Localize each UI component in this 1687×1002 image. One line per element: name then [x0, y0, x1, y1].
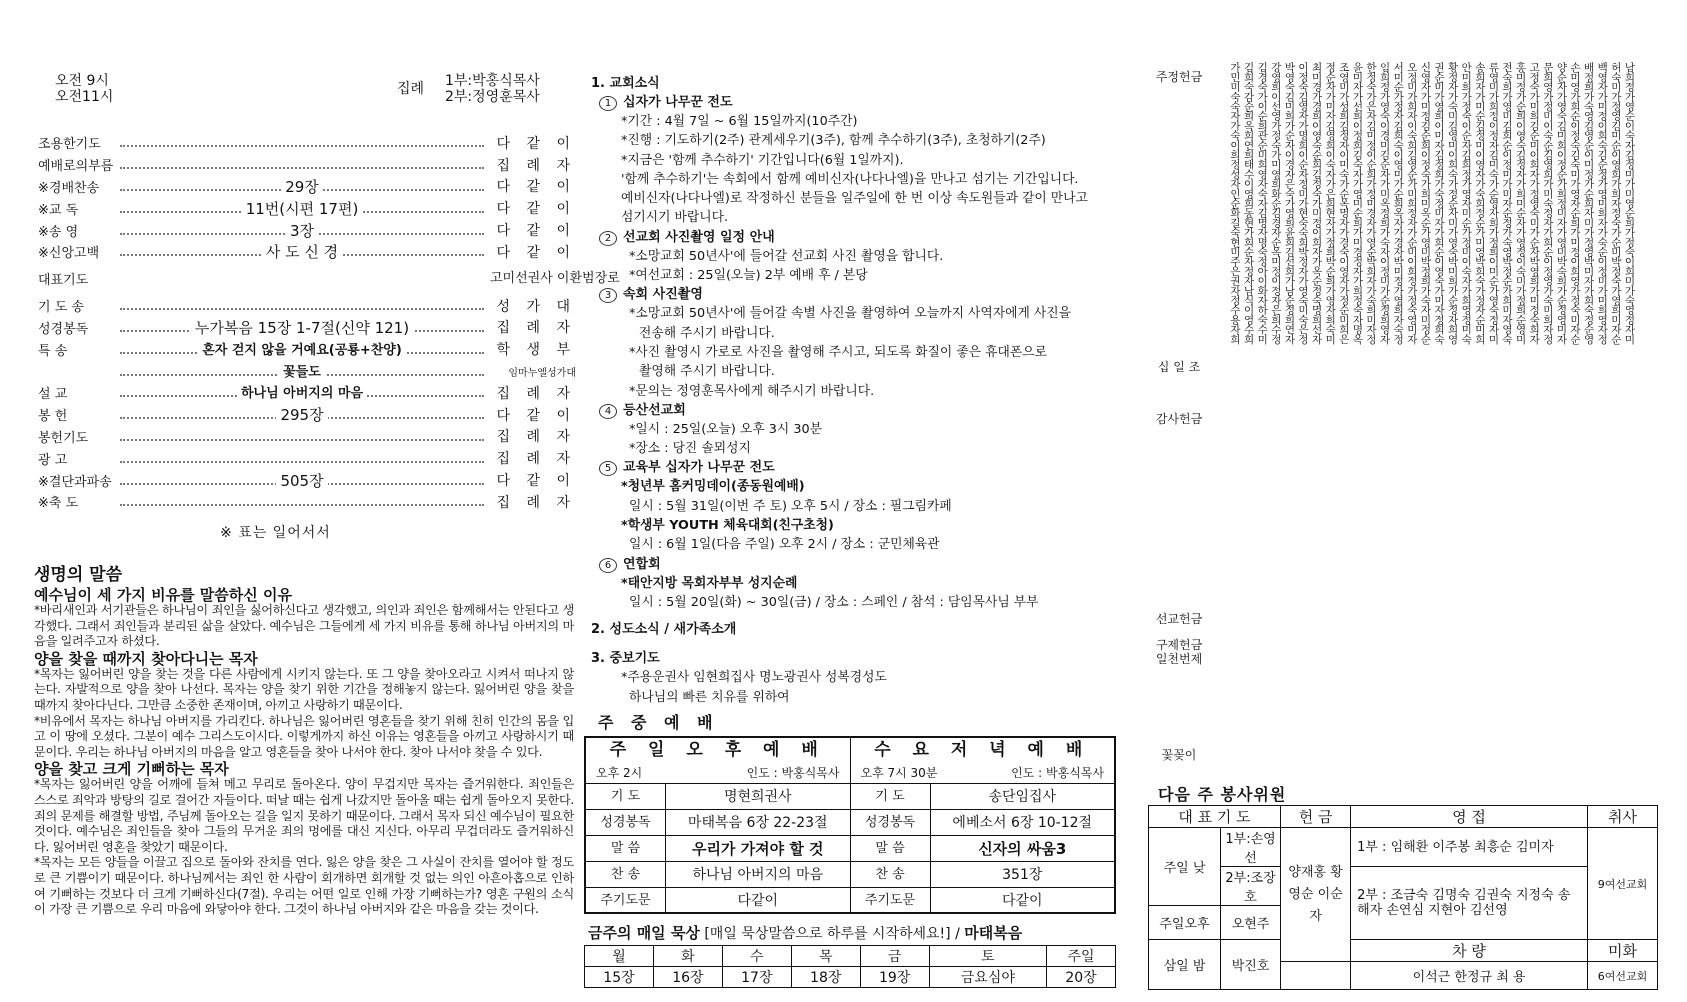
meditation-days-row	[585, 946, 1116, 967]
news-line: 촬영해 주시기 바랍니다.	[639, 364, 775, 380]
service-value: 하나님 아버지의 마음	[692, 867, 824, 883]
order-label: 봉 헌	[38, 409, 68, 425]
order-row	[38, 382, 576, 404]
order-who: 다 같 이	[496, 135, 576, 152]
sermon-summary	[34, 560, 574, 918]
offering-names-column: 조영미가성희김정자이미숙가순옥명자가경숙이영자가정순미희은	[1337, 62, 1350, 344]
order-who: 다 같 이	[496, 407, 576, 424]
offering-names-column: 김희숙감순희옥희연희태수이영희동현가희순자정자남식이영수희	[1242, 62, 1255, 344]
morning-time-1: 오전 9시	[55, 73, 109, 89]
service-key: 기 도	[586, 784, 666, 809]
order-who: 고미선권사 이환범장로	[490, 271, 620, 287]
offering-names-column: 황정자가숙미김영미이희숙가정순자미가영숙박미희가순정자희영	[1446, 62, 1459, 344]
offering-names-column: 배정희가숙영김영순이미정가순희자미가정영박미자가희숙정순영	[1582, 62, 1595, 344]
service-row	[586, 836, 850, 862]
service-row	[851, 784, 1115, 810]
meal-header: 취사	[1588, 806, 1658, 828]
service-times	[55, 70, 575, 106]
order-who: 집 례 자	[496, 157, 576, 174]
sermon-heading-1: 예수님이 세 가지 비유를 말씀하신 이유	[34, 586, 292, 604]
sermon-heading-3: 양을 찾고 크게 기뻐하는 목자	[34, 760, 229, 779]
news-subitem: *태안지방 목회자부부 성지순례	[621, 575, 798, 591]
service-key: 주기도문	[586, 888, 666, 914]
service-value: 명현희권사	[723, 789, 792, 805]
news-subitem: *학생부 YOUTH 체육대회(친구초청)	[621, 518, 834, 534]
order-who: 다 같 이	[496, 223, 576, 240]
news-line: 예비신자(나다나엘)로 작정하신 분들을 일주일에 한 번 이상 속도원들과 같이 만나고	[621, 191, 1088, 207]
vehicle-header: 차 량	[1351, 940, 1588, 962]
offering-names-column: 가민미숙숙자가숙이희정성자인순화길숙현미주은권자정수용자희	[1229, 62, 1241, 344]
sermon-paragraph: *바리새인과 서기관들은 하나님이 죄인을 싫어하신다고 생각했고, 의인과 죄인은 함께해서는 안된다고 생각했다. 그래서 죄인들과 분리된 삶을 살았다. 예수님은 그들에게 세 가지 비유를 통해 하나님 아버지의 마음을 일려주고자 하셨다.	[34, 603, 574, 649]
order-row	[38, 338, 576, 360]
order-label: ※신앙고백	[38, 246, 100, 262]
service-value: 다같이	[737, 893, 779, 909]
service-subheader	[586, 762, 850, 784]
meditation-chapter: 18장	[791, 967, 860, 988]
order-content: 혼자 걷지 않을 거예요(공룡+찬양)	[198, 343, 406, 358]
meditation-chapter: 17장	[722, 967, 791, 988]
order-label: 기 도 송	[38, 300, 84, 316]
service-value: 에베소서 6장 10-12절	[952, 815, 1093, 831]
meditation-chapter: 금요심야	[929, 967, 1046, 988]
news-line: '함께 추수하기'는 속회에서 함께 예비신자(나다나엘)을 만나고 섬기는 기간입니다.	[621, 171, 1079, 187]
order-who: 다 같 이	[496, 473, 576, 490]
service-value: 351장	[1002, 867, 1043, 883]
order-who: 학 생 부	[496, 342, 576, 359]
service-leader: 인도 : 박홍식목사	[1011, 766, 1104, 780]
order-label: ※교 독	[38, 202, 79, 218]
order-content: 누가복음 15장 1-7절(신약 121)	[191, 319, 413, 337]
offering-names-column: 안미희가정숙이순자김희정가영자미순가정미이숙자가희영정미숙	[1460, 62, 1473, 344]
service-row	[851, 888, 1115, 914]
news-item-title: 십자가 나무꾼 전도	[623, 95, 733, 110]
next-week-table	[1148, 805, 1658, 990]
order-row	[38, 404, 576, 426]
offering-names-column: 한정숙가은자김미정이순희가정미경자가영순박희자가숙희미자정	[1365, 62, 1377, 344]
service-row	[851, 836, 1115, 862]
meditation-day: 토	[929, 946, 1046, 967]
news-line: *기간 : 4월 7일 ~ 6월 15일까지(10주간)	[621, 114, 858, 129]
offering-names-column: 윤미자가선희이정희김숙자가영미순희가미경정자가희정숙자명옥	[1351, 62, 1364, 344]
wednesday-service	[851, 738, 1115, 912]
order-row	[38, 469, 576, 491]
wednesday-label: 삼일 밤	[1149, 940, 1221, 990]
order-content: 하나님 아버지의 마음	[237, 386, 367, 401]
service-time: 오후 2시	[596, 766, 643, 780]
news-item-title: 연합회	[623, 556, 661, 572]
sunday-day-label: 주일 낮	[1149, 828, 1221, 906]
news-item-title: 교육부 십자가 나무꾼 전도	[623, 460, 775, 476]
offering-names-column: 권순미가영희이미자김정희가숙정미자가희순이영숙가미자정희숙	[1433, 62, 1445, 344]
order-row	[38, 176, 576, 198]
offering-people-cont	[1281, 962, 1351, 990]
order-row	[38, 426, 576, 448]
news-line: 일시 : 5월 31일(이번 주 토) 오후 5시 / 장소 : 필그림카페	[629, 498, 952, 514]
reception-part1: 1부 : 임해환 이주봉 최흥순 김미자	[1351, 828, 1588, 867]
service-row	[851, 862, 1115, 888]
service-value: 다같이	[1001, 893, 1043, 909]
beauty-header: 미화	[1588, 940, 1658, 962]
news-line: 일시 : 5월 20일(화) ~ 30일(금) / 장소 : 스페인 / 참석 : 담임목사님 부부	[629, 594, 1039, 610]
service-key: 말 씀	[851, 836, 931, 861]
order-row	[38, 295, 576, 317]
news-item	[599, 93, 1131, 112]
afternoon-service	[586, 738, 851, 912]
number-2-icon: 2	[599, 231, 617, 246]
news-line: 하나님의 빠른 치유를 위하여	[629, 689, 790, 705]
meditation-chapter: 20장	[1047, 967, 1116, 988]
news-section-title: 1. 교회소식	[591, 76, 660, 91]
officiant-2: 2부:정영훈목사	[445, 89, 540, 105]
stand-note: ※ 표는 일어서서	[220, 525, 331, 541]
news-line: *일시 : 25일(오늘) 오후 3시 30분	[629, 421, 822, 437]
meal-team: 9여선교회	[1588, 828, 1658, 940]
meditation-chapters-row	[585, 967, 1116, 988]
service-key: 성경봉독	[851, 810, 931, 835]
offering-label-building: 일천번제	[1155, 652, 1203, 666]
order-who: 집 례 자	[496, 385, 576, 402]
service-key: 주기도문	[851, 888, 931, 914]
meditation-day: 수	[722, 946, 791, 967]
offering-names-column: 남희정가영순이숙자김정미가미영순희가정숙이희미가숙영정자미	[1623, 62, 1636, 344]
service-title: 수 요 저 녁 예 배	[874, 740, 1091, 760]
offering-people: 양재홍 황영순 이순자	[1281, 828, 1351, 962]
order-content: 505장	[276, 472, 327, 490]
service-leader: 인도 : 박홍식목사	[746, 766, 840, 780]
sermon-heading-2: 양을 찾을 때까지 찾아다니는 목자	[34, 649, 258, 668]
news-item-title: 속회 사진촬영	[623, 287, 703, 303]
order-label: 조용한기도	[38, 137, 101, 153]
offering-names-column: 양순자가영숙김미희이정순가희정미자가영미박숙희가순정영미자	[1555, 62, 1568, 344]
order-who: 집 례 자	[496, 320, 576, 337]
order-row	[38, 360, 576, 382]
prayer-person: 2부:조장호	[1221, 867, 1281, 906]
order-of-worship	[38, 132, 620, 513]
sermon-paragraph: *목자는 잃어버린 양을 어깨에 들쳐 메고 무리로 돌아온다. 양이 무겁지만 목자는 즐거워한다. 죄인들은 스스로 죄악과 방탕의 길로 걸어간 자들이다. 떠날 때는 쉽게 나갔지만 돌아올 때는 쉽게 돌아오지 못한다. 죄의 문제를 해결할 방법, 주님께 돌아오는 길을 일지 못하기 때문이다. 그래서 목자 되신 예수님이 필요한 것이다. 예수님은 죄인들을 찾아 그들의 무거운 죄의 멍에를 대신 지신다. 아무리 무겁더라도 즐거워하신다. 잃어버린 영혼을 찾았기 때문이다.	[34, 777, 574, 854]
offering-label-ten: 십 일 조	[1157, 360, 1201, 374]
order-label: 특 송	[38, 343, 68, 359]
news-item-title: 등산선교회	[623, 402, 686, 418]
offering-names-column: 송희자가미순김정미이영자가숙희정순가미영박희숙가정자순미희	[1473, 62, 1486, 344]
order-label: 대표기도	[38, 273, 89, 289]
order-row	[38, 491, 576, 513]
offering-names-column: 정순자가미자김영희이숙자가은희현자가정희박순희가영자희숙미	[1324, 62, 1337, 344]
offering-names-column: 전숙희가영미김희순이정미가미자순정가숙영박정순가희미자영숙	[1501, 62, 1513, 344]
offering-names-column: 백영자가미정이희숙김순정가영미희자가숙순이정미가미희영자정	[1596, 62, 1609, 344]
news-line: *소망교회 50년사'에 들어갈 선교회 사진 촬영을 합니다.	[629, 248, 944, 264]
meditation-table	[584, 945, 1116, 988]
news-line: *소망교회 50년사'에 들어갈 속별 사진을 촬영하여 오늘까지 사역자에게 사진을	[629, 306, 1071, 322]
news-line: 일시 : 6월 1일(다음 주일) 오후 2시 / 장소 : 군민체육관	[629, 537, 940, 553]
meditation-chapter: 19장	[860, 967, 929, 988]
order-content: 11번(시편 17편)	[242, 200, 363, 218]
service-subheader	[851, 762, 1115, 784]
service-key: 성경봉독	[586, 810, 666, 835]
news-line: 전송해 주시기 바랍니다.	[639, 325, 775, 341]
service-key: 말 씀	[586, 836, 666, 861]
service-row	[586, 862, 850, 888]
offering-label-flower: 꽃꽂이	[1161, 748, 1197, 762]
service-value: 우리가 가져야 할 것	[691, 840, 824, 858]
news-item	[599, 401, 1131, 420]
order-who: 다 같 이	[496, 201, 576, 218]
prayer-person: 1부:손영선	[1221, 828, 1281, 867]
next-week-title: 다음 주 봉사위원	[1158, 785, 1287, 804]
order-row	[38, 197, 576, 219]
order-label: ※결단과파송	[38, 474, 112, 490]
order-who: 다 같 이	[496, 244, 576, 261]
morning-time-2: 오전11시	[55, 89, 114, 105]
meditation-heading: 금주의 매일 묵상	[588, 924, 700, 942]
number-5-icon: 5	[599, 461, 617, 476]
sermon-paragraph: *비유에서 목자는 하나님 아버지를 가리킨다. 하나님은 잃어버린 영혼들을 찾기 위해 친히 인간의 몸을 입고 이 땅에 오셨다. 그분이 예수 그리스도이시다. 이렇게까지 하신 이유는 영혼들을 아끼고 사랑하시기 때문이다. 우리는 하나님 아버지의 마음을 알고 영혼들을 찾아 나서야 한다. 찾아 나서야 찾을 수 있다.	[34, 713, 574, 759]
daily-meditation-title	[588, 922, 1022, 943]
news-section-title: 3. 중보기도	[591, 651, 660, 667]
news-line: *진행 : 기도하기(2주) 관계세우기(3주), 함께 추수하기(3주), 초청하기(2주)	[621, 133, 1046, 149]
number-1-icon: 1	[599, 96, 617, 111]
order-who: 성 가 대	[496, 298, 576, 315]
order-who: 집 례 자	[496, 494, 576, 511]
prayer-person: 오현주	[1221, 906, 1281, 940]
weekday-services-title: 주 중 예 배	[598, 713, 719, 732]
news-line: *사진 촬영시 가로로 사진을 촬영해 주시고, 되도록 화질이 좋은 휴대폰으로	[629, 344, 1047, 360]
order-label: 광 고	[38, 452, 68, 468]
news-line: *장소 : 당진 솔뫼성지	[629, 441, 751, 457]
meditation-day: 목	[791, 946, 860, 967]
news-item	[599, 458, 1131, 477]
offering-names-column: 서미순가정자김희숙이영미가순희옥자가경자박미정가영희자숙정	[1392, 62, 1405, 344]
offering-names-column: 임희정가영숙이경미김순자가미옥정희가숙자이정미가순정희영자	[1378, 62, 1391, 344]
number-6-icon: 6	[599, 558, 617, 573]
weekday-services-table	[584, 736, 1116, 914]
offering-names-column: 손미영가희순이정숙김숙미가영자순희가미정이희영가정숙미자순	[1569, 62, 1581, 344]
beauty-team: 6여선교회	[1588, 962, 1658, 990]
service-row	[586, 784, 850, 810]
news-section-title: 2. 성도소식 / 새가족소개	[591, 622, 737, 638]
order-who: 집 례 자	[496, 451, 576, 468]
news-line: *지금은 '함께 추수하기' 기간입니다(6월 1일까지).	[621, 152, 904, 168]
order-row	[38, 317, 576, 339]
officiant-1: 1부:박홍식목사	[445, 73, 540, 89]
officiant-label: 집례	[397, 81, 425, 97]
offering-names-column: 문희영가정미이숙순김영희가미숙정자가희순이정영가숙미희자정	[1541, 62, 1554, 344]
church-news	[591, 70, 1131, 707]
service-title: 주 일 오 후 예 배	[609, 740, 826, 760]
order-row	[38, 219, 576, 241]
news-item	[599, 285, 1131, 304]
next-week-row	[1149, 940, 1658, 962]
order-content: 사 도 신 경	[262, 243, 342, 261]
order-content: 꽃들도	[279, 365, 325, 380]
service-key: 찬 송	[851, 862, 931, 887]
service-value: 송단임집사	[988, 789, 1057, 805]
order-content: 3장	[286, 222, 318, 240]
offering-names-column: 신영자가미정김순희이정숙가희미옥순가영미박정희가숙자미정순	[1419, 62, 1432, 344]
service-row	[851, 810, 1115, 836]
news-item	[599, 555, 1131, 574]
meditation-chapter: 15장	[585, 967, 654, 988]
order-label: 성경봉독	[38, 321, 89, 337]
next-week-row	[1149, 828, 1658, 867]
afternoon-label: 주일오후	[1149, 906, 1221, 940]
order-label: ※송 영	[38, 224, 79, 240]
sermon-paragraph: *목자는 모든 양들을 이끌고 집으로 돌아와 잔치를 연다. 잃은 양을 찾은 그 사실이 잔치를 열어야 할 정도로 큰 기쁨이기 때문이다. 하나님께서는 죄인 한 사람이 회개하면 회개할 것 없는 의인 아흔아홉으로 인하여 기뻐하는 것보다 더 크게 기뻐하신다(7절). 우리는 어떤 일로 인해 가장 기뻐하는가? 영혼 구원의 소식이 가장 큰 기쁨으로 우리 마음에 와닿아야 한다. 그것이 하나님 아버지와 같은 마음을 갖는 것이다.	[34, 855, 574, 917]
offering-names-column: 강영희이선영가정숙가미영희화순김경자순옥미정이정자은희수정	[1269, 62, 1282, 344]
order-label: 예배로의부름	[38, 159, 114, 175]
offering-label-tithe: 주정헌금	[1155, 70, 1203, 84]
news-item	[599, 228, 1131, 247]
order-who: 임마누엘성가대	[508, 367, 576, 379]
service-value: 신자의 싸움3	[978, 840, 1067, 858]
offering-list	[1155, 62, 1655, 762]
news-subitem: *청년부 홈커밍데이(종동원예배)	[621, 479, 805, 495]
service-row	[586, 810, 850, 836]
order-who: 다 같 이	[496, 179, 576, 196]
meditation-book: 마태복음	[964, 924, 1023, 942]
order-label: 설 교	[38, 387, 68, 403]
order-row	[38, 241, 576, 263]
prayer-header: 대 표 기 도	[1149, 806, 1281, 828]
meditation-day: 화	[653, 946, 722, 967]
offering-names-column: 김경숙가이순희관순미희영자숙자김명자명숙정아이화자하숙수미	[1256, 62, 1269, 344]
sermon-title: 생명의 말씀	[34, 565, 123, 585]
order-row	[38, 132, 576, 154]
offering-header: 헌 금	[1281, 806, 1351, 828]
offering-names-column: 허숙미가정영김미순이영희가희자정숙가순미박정숙가영희미자순	[1609, 62, 1622, 344]
service-row	[586, 888, 850, 914]
offering-label-mission: 선교헌금	[1155, 612, 1203, 626]
service-value: 마태복음 6장 22-23절	[687, 815, 828, 831]
news-line: *문의는 정영훈목사에게 해주시기 바랍니다.	[629, 383, 875, 399]
offering-names-column: 박영숙김미희가순자이경자은숙가영희윤희김선희가남순정희연자	[1283, 62, 1296, 344]
order-row	[38, 263, 620, 295]
offering-names-column: 이정숙김영자가명희이순자정미가현숙숙희박정자가영숙미숙은정	[1297, 62, 1309, 344]
reception-header: 영 접	[1351, 806, 1588, 828]
news-line: *여선교회 : 25일(오늘) 2부 예배 후 / 본당	[629, 268, 868, 284]
offering-names-column: 고정숙가미희김순미이희자가정영숙미가순자박영희가미정숙희자	[1528, 62, 1541, 344]
service-time: 오후 7시 30분	[860, 766, 938, 780]
news-line: 섬기시기 바랍니다.	[621, 210, 729, 226]
service-key: 찬 송	[586, 862, 666, 887]
order-label: ※축 도	[38, 496, 79, 512]
meditation-day: 월	[585, 946, 654, 967]
sermon-paragraph: *목자는 잃어버린 양을 찾는 것을 다른 사람에게 시키지 않는다. 또 그 양을 찾아오라고 시켜서 떠나지 않는다. 자발적으로 양을 찾아 나선다. 목자는 양을 찾기 위한 기간을 정해놓지 않는다. 잃어버린 양을 찾을 때까지 찾아다닌다. 그만큼 소중한 존재이며, 아끼고 사랑하기 때문이다.	[34, 666, 574, 712]
order-content: 295장	[276, 406, 327, 424]
number-4-icon: 4	[599, 404, 617, 419]
offering-label-relief: 구제헌금	[1155, 638, 1203, 652]
offering-label-thanks: 감사헌금	[1155, 412, 1203, 426]
number-3-icon: 3	[599, 288, 617, 303]
news-item-title: 선교회 사진촬영 일정 안내	[623, 229, 775, 245]
meditation-note: [매일 묵상말씀으로 하루를 시작하세요!] /	[704, 926, 960, 942]
next-week-row	[1149, 867, 1658, 906]
order-label: ※경배찬송	[38, 180, 100, 196]
next-week-header-row	[1149, 806, 1658, 828]
meditation-day: 금	[860, 946, 929, 967]
news-line: *주용운권사 임현희집사 명노광권사 성복경성도	[621, 670, 887, 686]
order-row	[38, 154, 576, 176]
offering-names-column: 최미경가경희이영숙순희김정숙가미정이희자가옥순정숙명희선자	[1310, 62, 1323, 344]
service-key: 기 도	[851, 784, 931, 809]
offering-names-column: 오정미가희자이숙희김영순가미희정자가순미이희정가정숙영미자	[1405, 62, 1418, 344]
offering-names-column: 류영미가희정이정자김미숙가순영자희가정희이미순가영숙정자미	[1487, 62, 1500, 344]
prayer-person: 박진호	[1221, 940, 1281, 990]
reception-part2: 2부 : 조금숙 김명숙 김권숙 지정숙 송해자 손연심 지현아 김선영	[1351, 867, 1588, 940]
order-who: 집 례 자	[496, 429, 576, 446]
order-label: 봉헌기도	[38, 430, 89, 446]
order-row	[38, 447, 576, 469]
meditation-chapter: 16장	[653, 967, 722, 988]
meditation-day: 주일	[1047, 946, 1116, 967]
vehicle-team: 이석근 한정규 최 용	[1351, 962, 1588, 990]
order-content: 29장	[281, 178, 323, 196]
offering-names-column: 홍미정가순희이영숙김정자가희미순자가영정이숙미가정희순영미	[1514, 62, 1527, 344]
